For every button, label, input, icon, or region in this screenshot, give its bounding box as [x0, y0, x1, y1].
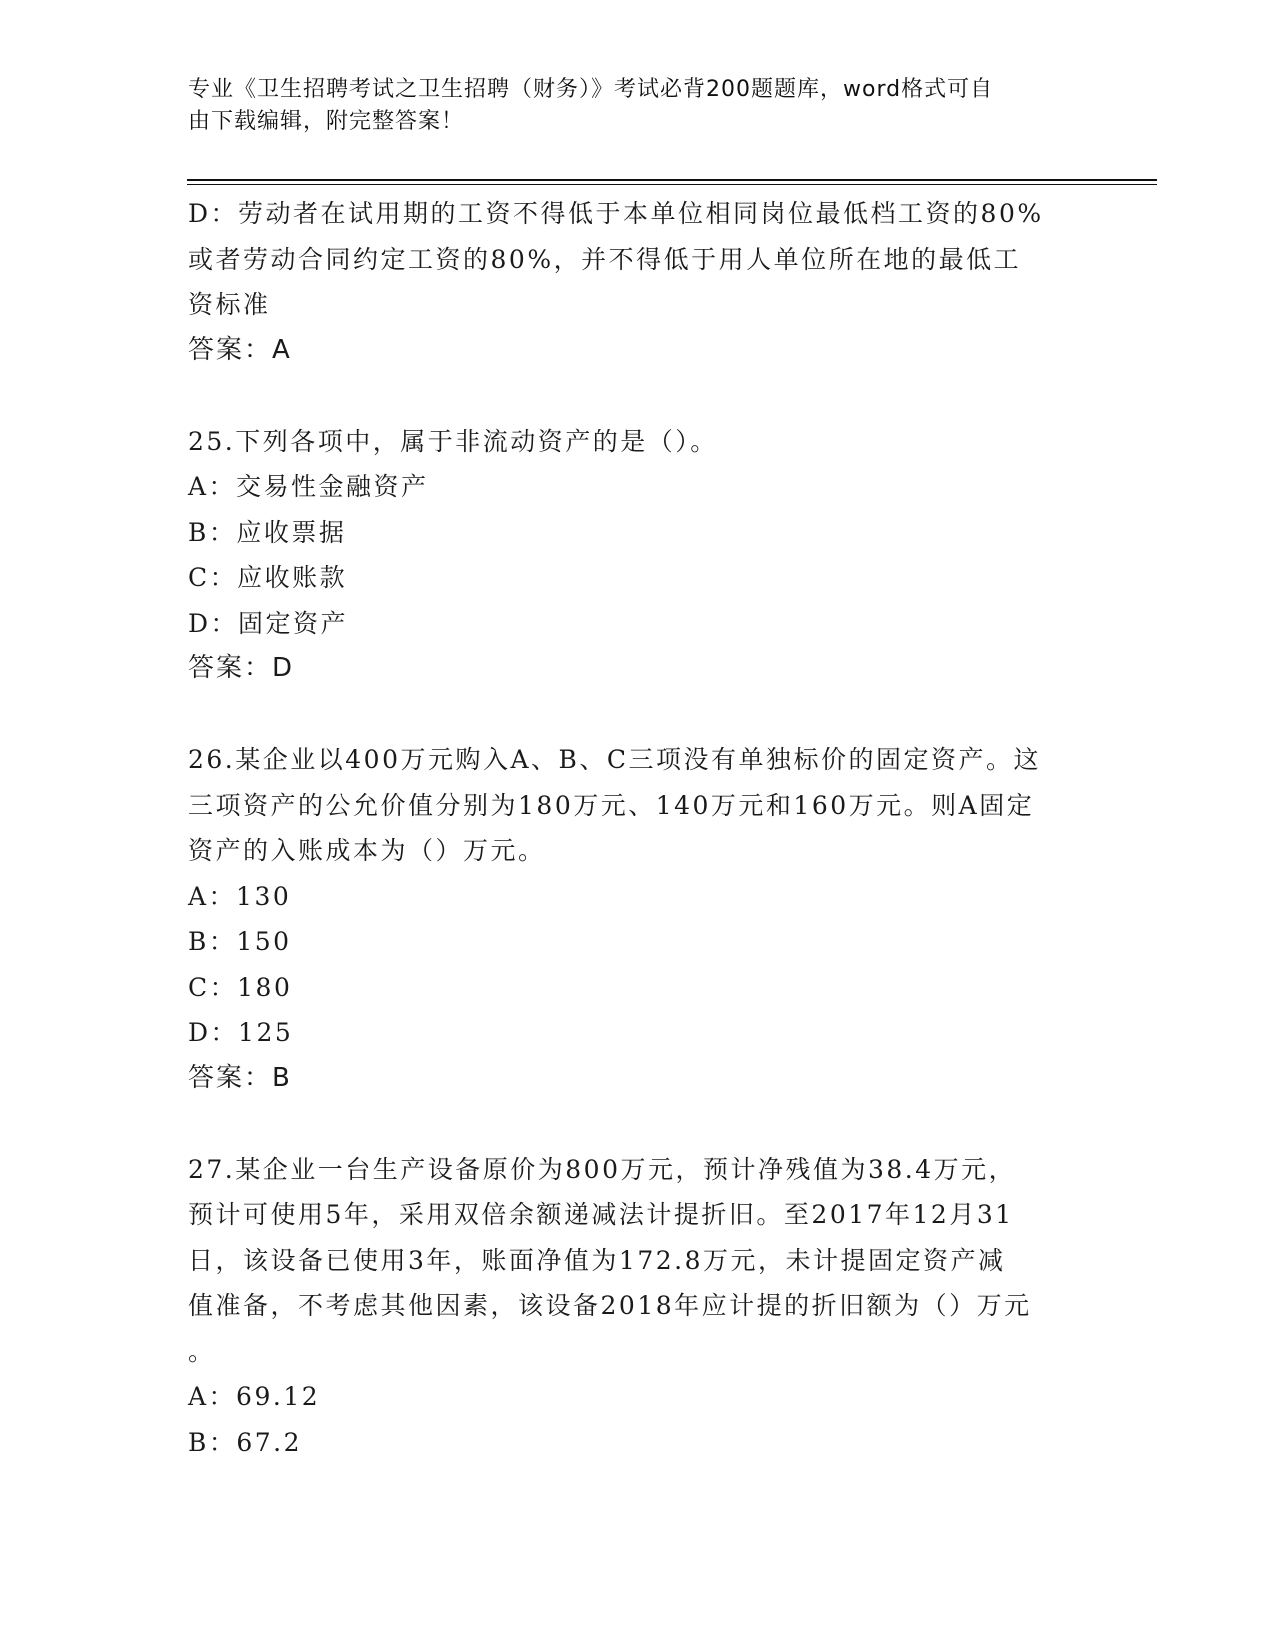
option-d: D：固定资产 — [188, 608, 349, 638]
option-d-line-1: D：劳动者在试用期的工资不得低于本单位相同岗位最低档工资的80% — [188, 199, 1044, 228]
option-d-line-3: 资标准 — [188, 290, 271, 319]
question-stem-line-4: 值准备，不考虑其他因素，该设备2018年应计提的折旧额为（）万元 — [188, 1291, 1032, 1320]
header-line-1: 专业《卫生招聘考试之卫生招聘（财务）》考试必背200题题库，word格式可自 — [188, 77, 994, 102]
answer-line: 答案：D — [188, 653, 295, 683]
question-stem-line-2: 预计可使用5年，采用双倍余额递减法计提折旧。至2017年12月31 — [188, 1200, 1014, 1229]
question-stem-line-3: 日，该设备已使用3年，账面净值为172.8万元，未计提固定资产减 — [188, 1245, 1006, 1275]
question-stem-line-2: 三项资产的公允价值分别为180万元、140万元和160万元。则A固定 — [188, 790, 1035, 820]
option-a: A：交易性金融资产 — [188, 472, 429, 501]
document-header — [188, 74, 1068, 138]
answer-line: 答案：A — [188, 334, 292, 365]
header-rule-thin — [187, 184, 1157, 185]
question-27 — [188, 1147, 1088, 1466]
question-stem-line-3: 资产的入账成本为（）万元。 — [188, 836, 546, 865]
option-d: D：125 — [188, 1018, 294, 1047]
question-stem-line-5: 。 — [188, 1336, 216, 1366]
question-25 — [188, 419, 1088, 692]
spacer — [188, 1101, 1088, 1147]
option-d-line-2: 或者劳动合同约定工资的80%，并不得低于用人单位所在地的最低工 — [188, 244, 1022, 274]
option-c: C：180 — [188, 972, 293, 1002]
question-stem-line-1: 27.某企业一台生产设备原价为800万元，预计净残值为38.4万元， — [188, 1154, 1017, 1184]
header-line-2: 由下载编辑，附完整答案！ — [188, 109, 465, 134]
spacer — [188, 692, 1088, 738]
question-content — [188, 191, 1088, 1465]
option-b: B：67.2 — [188, 1427, 303, 1457]
option-b: B：应收票据 — [188, 517, 347, 547]
question-stem-line-1: 26.某企业以400万元购入A、B、C三项没有单独标价的固定资产。这 — [188, 745, 1042, 774]
spacer — [188, 373, 1088, 419]
question-26 — [188, 737, 1088, 1101]
option-a: A：69.12 — [188, 1382, 321, 1411]
question-stem: 25.下列各项中，属于非流动资产的是（）。 — [188, 426, 718, 456]
option-b: B：150 — [188, 927, 292, 956]
option-c: C：应收账款 — [188, 563, 348, 592]
header-rule-thick — [187, 179, 1157, 181]
prev-question-tail — [188, 191, 1088, 373]
option-a: A：130 — [188, 881, 292, 911]
answer-line: 答案：B — [188, 1062, 292, 1093]
